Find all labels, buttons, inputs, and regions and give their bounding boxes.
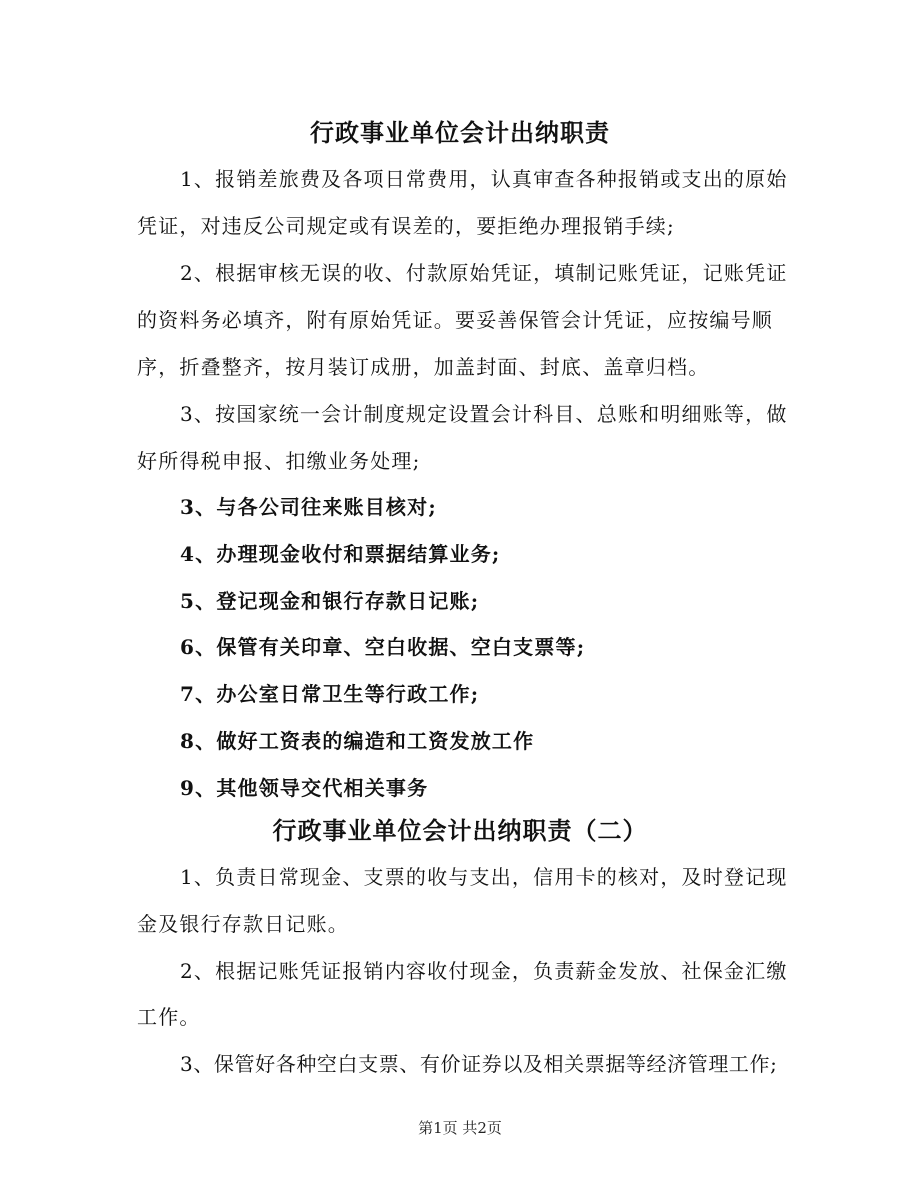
paragraph-1-line-1: 1、报销差旅费及各项日常费用，认真审查各种报销或支出的原始 (180, 167, 788, 191)
paragraph-2-line-1: 2、根据审核无误的收、付款原始凭证，填制记账凭证，记账凭证 (180, 261, 788, 285)
section-2-paragraph-2-line-2: 工作。 (137, 1005, 201, 1029)
section-2-paragraph-1-line-2: 金及银行存款日记账。 (137, 912, 349, 936)
section-2-title: 行政事业单位会计出纳职责（二） (272, 816, 648, 845)
section-2-paragraph-1-line-1: 1、负责日常现金、支票的收与支出，信用卡的核对，及时登记现 (180, 865, 788, 889)
bold-item: 3、与各公司往来账目核对; (180, 495, 437, 519)
paragraph-2-line-2: 的资料务必填齐，附有原始凭证。要妥善保管会计凭证，应按编号顺 (137, 308, 773, 332)
section-2-paragraph-2-line-1: 2、根据记账凭证报销内容收付现金，负责薪金发放、社保金汇缴 (180, 959, 788, 983)
paragraph-3-line-1: 3、按国家统一会计制度规定设置会计科目、总账和明细账等，做 (180, 402, 788, 426)
bold-item: 9、其他领导交代相关事务 (180, 776, 429, 800)
bold-item: 8、做好工资表的编造和工资发放工作 (180, 729, 535, 753)
bold-item: 6、保管有关印章、空白收据、空白支票等; (180, 635, 586, 659)
paragraph-2-line-3: 序，折叠整齐，按月装订成册，加盖封面、封底、盖章归档。 (137, 355, 710, 379)
page-number-footer: 第1页 共2页 (418, 1119, 502, 1137)
paragraph-3-line-2: 好所得税申报、扣缴业务处理; (137, 449, 421, 473)
section-2-paragraph-3-line-1: 3、保管好各种空白支票、有价证券以及相关票据等经济管理工作; (180, 1052, 778, 1076)
bold-item: 7、办公室日常卫生等行政工作; (180, 682, 480, 706)
document-title: 行政事业单位会计出纳职责 (310, 118, 610, 147)
paragraph-1-line-2: 凭证，对违反公司规定或有误差的，要拒绝办理报销手续; (137, 214, 675, 238)
bold-item: 4、办理现金收付和票据结算业务; (180, 542, 501, 566)
bold-item: 5、登记现金和银行存款日记账; (180, 589, 480, 613)
